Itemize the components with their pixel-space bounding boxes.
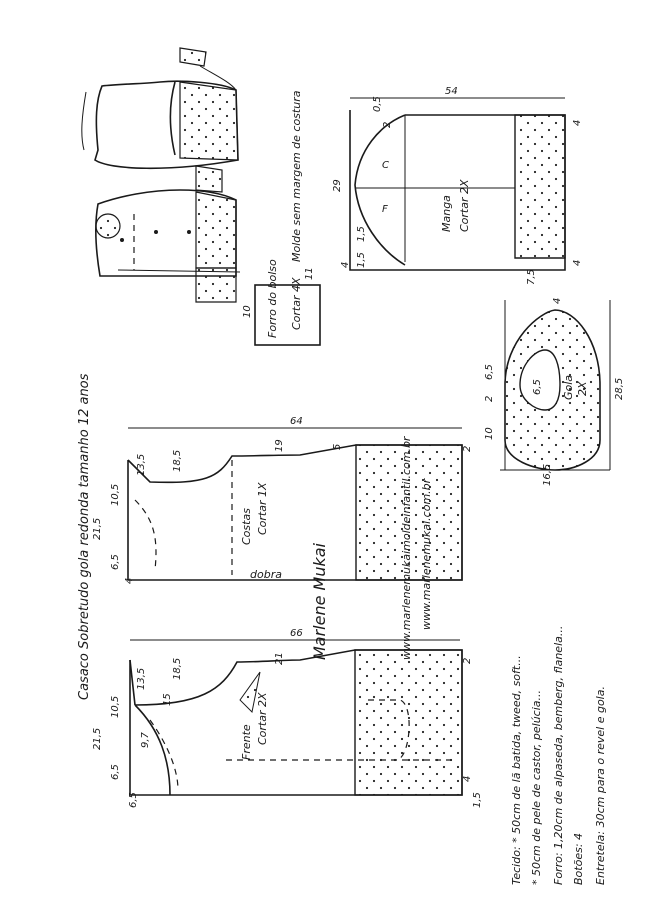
manga-f-label: F (382, 204, 388, 215)
manga-m-2: 2 (382, 121, 393, 128)
gola-m-10: 10 (484, 427, 495, 440)
seam-note: Molde sem margem de costura (290, 90, 303, 262)
frente-m-21-5: 21,5 (92, 727, 103, 750)
bolso-piece (242, 259, 320, 345)
manga-m-1-5a: 1,5 (356, 226, 367, 242)
gola-m-2: 2 (484, 395, 495, 402)
fabric-info (510, 626, 607, 885)
costas-m-5: 5 (332, 443, 343, 450)
manga-cut: Cortar 2X (458, 179, 471, 232)
costas-piece (92, 416, 473, 584)
costas-m-18-5: 18,5 (172, 449, 183, 472)
manga-label: Manga (440, 195, 453, 232)
manga-c-label: C (382, 160, 389, 171)
frente-m-2: 2 (462, 657, 473, 664)
costas-m-19: 19 (274, 439, 285, 452)
costas-fold: dobra (250, 568, 282, 581)
bolso-cut: Cortar 4X (290, 277, 303, 330)
back-view-illustration (82, 48, 238, 168)
info-tecido-2: * 50cm de pele de castor, pelúcia... (530, 690, 543, 885)
costas-m-4: 4 (124, 577, 135, 584)
frente-m-10-5: 10,5 (110, 695, 121, 718)
frente-m-6-5a: 6,5 (110, 764, 121, 780)
gola-label: Gola (562, 374, 575, 400)
manga-m-54: 54 (445, 86, 458, 97)
frente-m-13-5: 13,5 (136, 667, 147, 690)
costas-m-13-5: 13,5 (136, 453, 147, 476)
frente-m-21: 21 (274, 652, 285, 665)
signature: Marlene Mukai (310, 542, 329, 660)
manga-piece (332, 86, 583, 285)
costas-label: Costas (240, 508, 253, 545)
info-tecido-1: Tecido: * 50cm de lã batida, tweed, soft... (510, 655, 523, 885)
gola-m-28-5: 28,5 (614, 377, 625, 400)
info-botoes: Botões: 4 (572, 832, 585, 885)
gola-piece (484, 298, 625, 486)
manga-m-4a: 4 (340, 261, 351, 268)
costas-m-2: 2 (462, 445, 473, 452)
costas-m-64: 64 (290, 416, 303, 427)
manga-m-1-5b: 1,5 (356, 252, 367, 268)
frente-m-4: 4 (462, 775, 473, 782)
info-forro: Forro: 1,20cm de alpaseda, bemberg, flanela... (552, 625, 565, 885)
frente-cut: Cortar 2X (256, 692, 269, 745)
costas-m-21-5: 21,5 (92, 517, 103, 540)
gola-m-6-5a: 6,5 (484, 364, 495, 380)
frente-piece (92, 628, 483, 808)
info-entretela: Entretela: 30cm para o revel e gola. (594, 686, 607, 885)
gola-m-16-5: 16,5 (542, 463, 553, 486)
frente-m-66: 66 (290, 628, 303, 639)
manga-m-4b: 4 (572, 119, 583, 126)
manga-m-4c: 4 (572, 259, 583, 266)
frente-m-1-5: 1,5 (472, 792, 483, 808)
bolso-m-11: 11 (304, 267, 315, 280)
frente-m-6-5b: 6,5 (128, 792, 139, 808)
gola-m-4: 4 (552, 297, 563, 304)
manga-m-7-5: 7,5 (526, 269, 537, 285)
manga-m-0-5: 0,5 (372, 96, 383, 112)
bolso-label: Forro do bolso (266, 259, 279, 338)
frente-m-18-5: 18,5 (172, 657, 183, 680)
frente-m-15: 15 (162, 693, 173, 706)
bolso-m-10: 10 (242, 305, 253, 318)
frente-m-9-7: 9,7 (140, 732, 151, 748)
gola-cut: 2X (576, 381, 589, 396)
manga-m-29: 29 (332, 179, 343, 192)
front-view-illustration (96, 166, 240, 302)
costas-m-10-5: 10,5 (110, 483, 121, 506)
costas-cut: Cortar 1X (256, 482, 269, 535)
pattern-title: Casaco Sobretudo gola redonda tamanho 12 anos (77, 373, 92, 700)
frente-label: Frente (240, 724, 253, 760)
costas-m-6-5: 6,5 (110, 554, 121, 570)
gola-m-6-5b: 6,5 (532, 379, 543, 395)
